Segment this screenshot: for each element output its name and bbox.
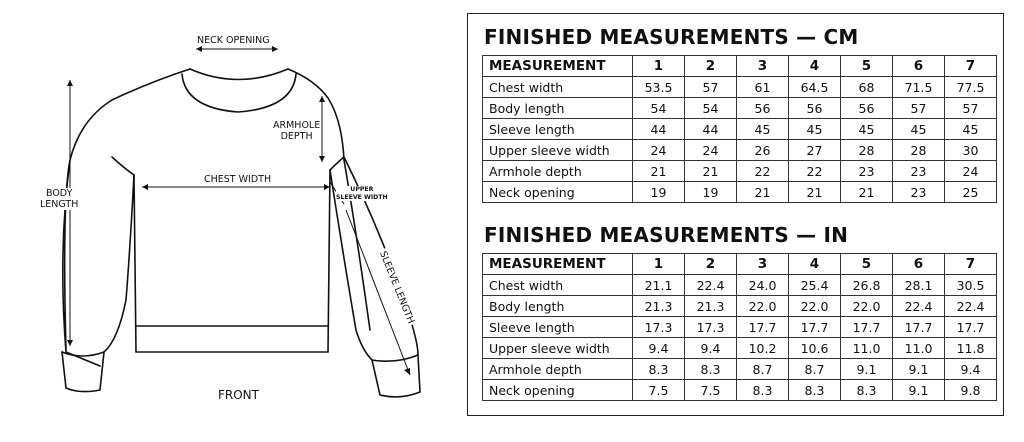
header-size-3: 3 — [737, 56, 789, 77]
measurements-panel — [467, 13, 1004, 416]
table-cell: 54 — [685, 98, 737, 119]
table-cell: 64.5 — [789, 77, 841, 98]
table-cell: 61 — [737, 77, 789, 98]
label-front-view: FRONT — [218, 388, 259, 402]
table-cell: 9.1 — [893, 380, 945, 401]
table-cell: 9.1 — [893, 359, 945, 380]
table-cell: 22.0 — [841, 296, 893, 317]
header-size-2: 2 — [685, 254, 737, 275]
header-size-5: 5 — [841, 56, 893, 77]
table-row — [483, 161, 997, 182]
cm-table-title: FINISHED MEASUREMENTS — CM — [484, 25, 859, 49]
table-cell: 17.7 — [789, 317, 841, 338]
in-measurements-table — [482, 253, 997, 401]
table-cell: 30.5 — [945, 275, 997, 296]
table-cell: 11.0 — [841, 338, 893, 359]
table-cell: 23 — [893, 161, 945, 182]
table-cell: 28 — [893, 140, 945, 161]
table-cell: 68 — [841, 77, 893, 98]
header-size-1: 1 — [633, 254, 685, 275]
table-row — [483, 77, 997, 98]
table-cell: 71.5 — [893, 77, 945, 98]
header-size-2: 2 — [685, 56, 737, 77]
table-cell: 44 — [633, 119, 685, 140]
table-cell: 8.7 — [737, 359, 789, 380]
header-size-5: 5 — [841, 254, 893, 275]
table-cell: 17.7 — [841, 317, 893, 338]
row-label: Sleeve length — [483, 317, 633, 338]
label-armhole-depth-line2: DEPTH — [280, 131, 313, 142]
header-size-6: 6 — [893, 254, 945, 275]
table-row — [483, 140, 997, 161]
table-cell: 9.4 — [945, 359, 997, 380]
header-size-7: 7 — [945, 254, 997, 275]
sweater-outline-drawing — [0, 0, 460, 438]
header-size-1: 1 — [633, 56, 685, 77]
label-upper-sleeve-width — [336, 186, 388, 201]
table-row — [483, 296, 997, 317]
table-cell: 24.0 — [737, 275, 789, 296]
table-cell: 25.4 — [789, 275, 841, 296]
table-cell: 28 — [841, 140, 893, 161]
table-cell: 27 — [789, 140, 841, 161]
row-label: Chest width — [483, 275, 633, 296]
label-upper-sleeve-line2: SLEEVE WIDTH — [336, 193, 388, 201]
table-cell: 9.8 — [945, 380, 997, 401]
label-chest-width: CHEST WIDTH — [204, 174, 272, 185]
header-size-4: 4 — [789, 56, 841, 77]
label-neck-opening: NECK OPENING — [197, 35, 270, 46]
table-cell: 21 — [685, 161, 737, 182]
table-row — [483, 359, 997, 380]
table-cell: 10.6 — [789, 338, 841, 359]
table-cell: 21 — [633, 161, 685, 182]
table-cell: 17.3 — [685, 317, 737, 338]
table-header-row — [483, 254, 997, 275]
table-cell: 21 — [737, 182, 789, 203]
table-cell: 26.8 — [841, 275, 893, 296]
table-cell: 7.5 — [685, 380, 737, 401]
row-label: Chest width — [483, 77, 633, 98]
table-row — [483, 380, 997, 401]
table-header-row — [483, 56, 997, 77]
table-cell: 45 — [945, 119, 997, 140]
table-cell: 21.1 — [633, 275, 685, 296]
table-cell: 53.5 — [633, 77, 685, 98]
row-label: Body length — [483, 296, 633, 317]
table-cell: 22.4 — [685, 275, 737, 296]
label-body-length — [40, 188, 78, 210]
table-cell: 8.3 — [841, 380, 893, 401]
table-row — [483, 317, 997, 338]
row-label: Neck opening — [483, 182, 633, 203]
table-row — [483, 98, 997, 119]
header-size-3: 3 — [737, 254, 789, 275]
table-cell: 77.5 — [945, 77, 997, 98]
table-cell: 45 — [841, 119, 893, 140]
header-size-7: 7 — [945, 56, 997, 77]
table-cell: 8.7 — [789, 359, 841, 380]
table-cell: 8.3 — [633, 359, 685, 380]
table-cell: 22 — [789, 161, 841, 182]
table-cell: 8.3 — [685, 359, 737, 380]
row-label: Body length — [483, 98, 633, 119]
table-cell: 24 — [945, 161, 997, 182]
in-table-title: FINISHED MEASUREMENTS — IN — [484, 223, 849, 247]
table-cell: 56 — [789, 98, 841, 119]
row-label: Sleeve length — [483, 119, 633, 140]
table-cell: 11.0 — [893, 338, 945, 359]
table-cell: 10.2 — [737, 338, 789, 359]
table-cell: 17.7 — [893, 317, 945, 338]
row-label: Armhole depth — [483, 161, 633, 182]
table-row — [483, 182, 997, 203]
table-cell: 9.4 — [633, 338, 685, 359]
table-cell: 25 — [945, 182, 997, 203]
table-cell: 21 — [789, 182, 841, 203]
table-cell: 54 — [633, 98, 685, 119]
table-row — [483, 275, 997, 296]
label-sleeve-length: SLEEVE LENGTH — [377, 249, 417, 326]
table-cell: 8.3 — [737, 380, 789, 401]
table-row — [483, 119, 997, 140]
table-cell: 21 — [841, 182, 893, 203]
table-cell: 11.8 — [945, 338, 997, 359]
table-cell: 24 — [685, 140, 737, 161]
label-armhole-depth — [273, 120, 320, 142]
header-size-4: 4 — [789, 254, 841, 275]
header-size-6: 6 — [893, 56, 945, 77]
table-cell: 17.3 — [633, 317, 685, 338]
row-label: Upper sleeve width — [483, 140, 633, 161]
label-body-length-line1: BODY — [45, 188, 73, 199]
table-cell: 17.7 — [945, 317, 997, 338]
table-cell: 44 — [685, 119, 737, 140]
cm-measurements-table — [482, 55, 997, 203]
table-cell: 45 — [789, 119, 841, 140]
table-cell: 7.5 — [633, 380, 685, 401]
table-cell: 57 — [685, 77, 737, 98]
table-cell: 56 — [841, 98, 893, 119]
label-upper-sleeve-line1: UPPER — [350, 186, 374, 193]
table-cell: 21.3 — [685, 296, 737, 317]
table-cell: 57 — [945, 98, 997, 119]
row-label: Upper sleeve width — [483, 338, 633, 359]
label-armhole-depth-line1: ARMHOLE — [273, 120, 321, 131]
table-cell: 45 — [737, 119, 789, 140]
sweater-schematic — [0, 0, 460, 438]
table-cell: 23 — [893, 182, 945, 203]
row-label: Armhole depth — [483, 359, 633, 380]
table-cell: 23 — [841, 161, 893, 182]
table-cell: 21.3 — [633, 296, 685, 317]
table-cell: 19 — [685, 182, 737, 203]
table-cell: 22.4 — [945, 296, 997, 317]
row-label: Neck opening — [483, 380, 633, 401]
header-measurement: MEASUREMENT — [483, 254, 633, 275]
table-cell: 56 — [737, 98, 789, 119]
table-cell: 30 — [945, 140, 997, 161]
table-cell: 24 — [633, 140, 685, 161]
table-cell: 19 — [633, 182, 685, 203]
table-cell: 22 — [737, 161, 789, 182]
table-cell: 8.3 — [789, 380, 841, 401]
table-cell: 22.4 — [893, 296, 945, 317]
label-body-length-line2: LENGTH — [40, 199, 79, 210]
table-cell: 9.1 — [841, 359, 893, 380]
table-cell: 57 — [893, 98, 945, 119]
table-cell: 17.7 — [737, 317, 789, 338]
table-cell: 28.1 — [893, 275, 945, 296]
table-cell: 22.0 — [789, 296, 841, 317]
table-cell: 9.4 — [685, 338, 737, 359]
table-row — [483, 338, 997, 359]
table-cell: 22.0 — [737, 296, 789, 317]
header-measurement: MEASUREMENT — [483, 56, 633, 77]
table-cell: 45 — [893, 119, 945, 140]
table-cell: 26 — [737, 140, 789, 161]
